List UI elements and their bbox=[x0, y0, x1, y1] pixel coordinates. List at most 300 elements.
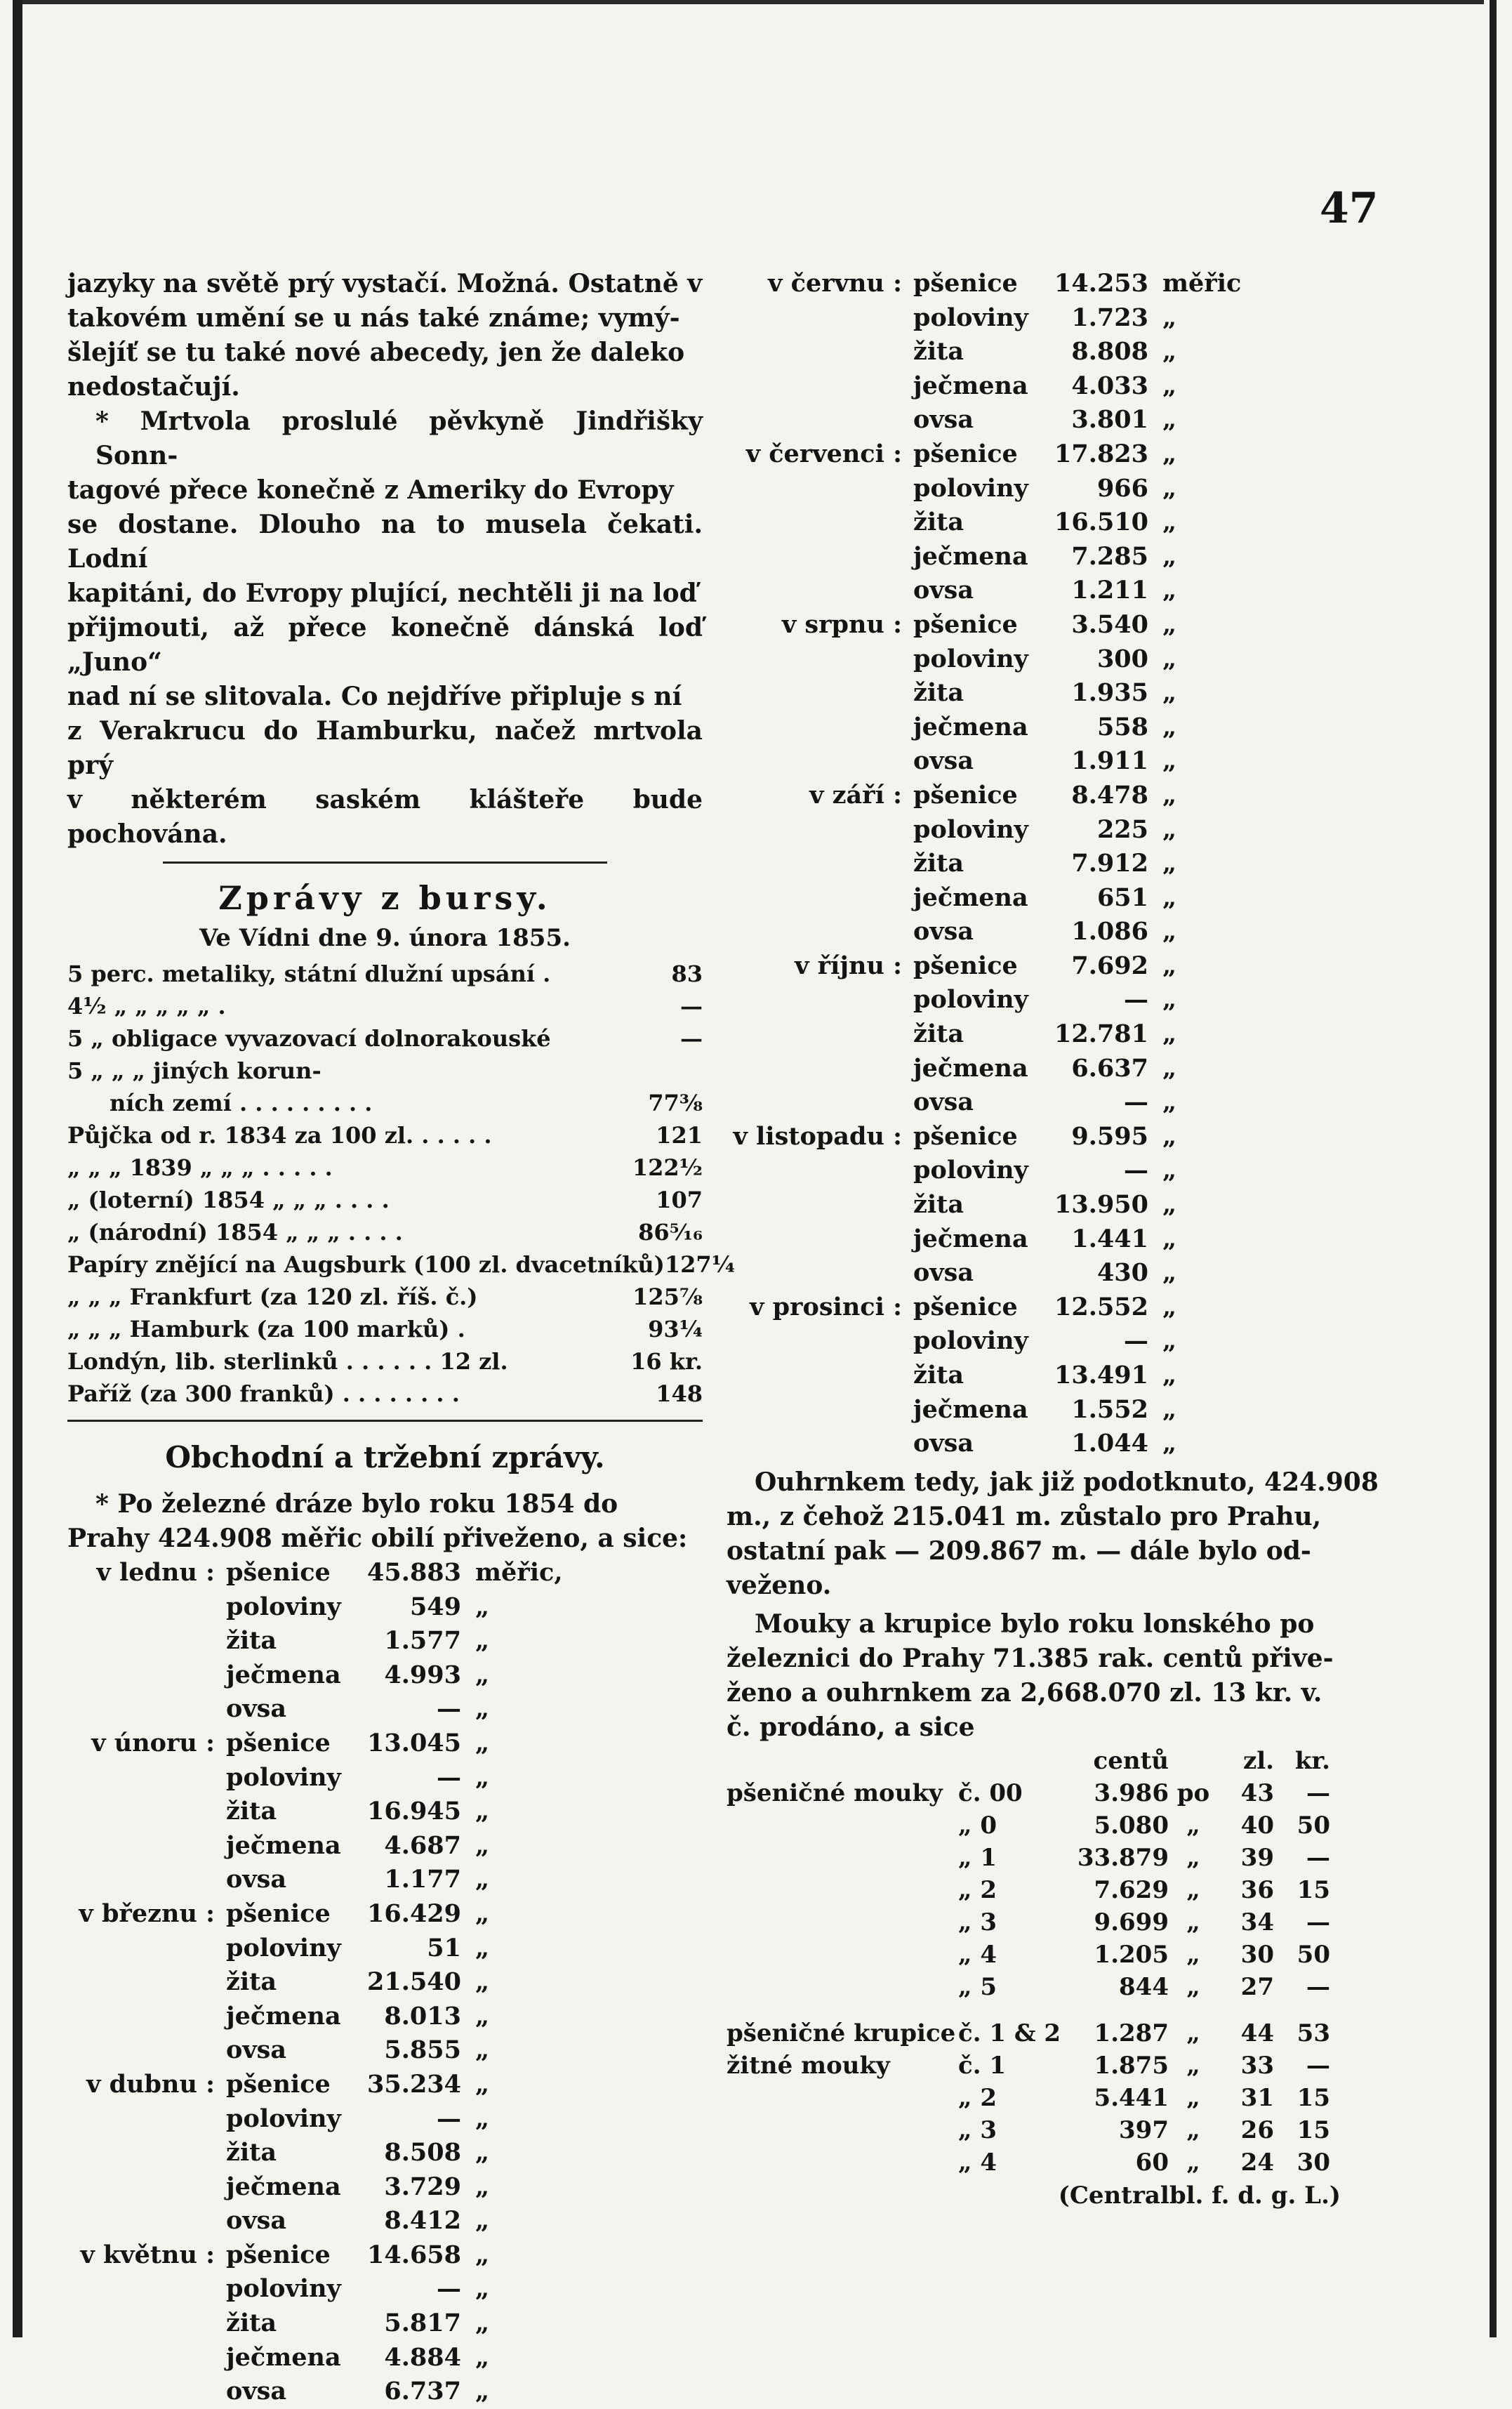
flour-grade: „ 0 bbox=[958, 1811, 997, 1840]
grain-table-jun-dec bbox=[727, 267, 1383, 1461]
grain-row bbox=[67, 2068, 703, 2102]
bourse-label: „ „ „ Frankfurt (za 120 zl. říš. č.) bbox=[67, 1283, 478, 1310]
flour-centu: 1.875 bbox=[1094, 2051, 1169, 2080]
flour-name bbox=[727, 2082, 958, 2114]
month-label bbox=[727, 1393, 913, 1427]
bourse-label: 5 perc. metaliky, státní dlužní upsání . bbox=[67, 961, 551, 987]
month-label bbox=[727, 1052, 913, 1086]
month-label bbox=[727, 1427, 913, 1461]
unit-label: „ bbox=[475, 2240, 490, 2269]
grain-row bbox=[727, 881, 1383, 916]
flour-centu: 9.699 bbox=[1094, 1908, 1169, 1936]
grain-row bbox=[67, 1897, 703, 1932]
grain-row bbox=[727, 574, 1383, 608]
unit-label: „ bbox=[475, 1728, 490, 1757]
flour-kr: 15 bbox=[1297, 2083, 1330, 2112]
bourse-row bbox=[67, 990, 703, 1022]
grain-value: 35.234 bbox=[367, 2069, 461, 2099]
grain-value: — bbox=[437, 2274, 461, 2304]
flour-po: „ bbox=[1186, 1843, 1200, 1872]
grain-row bbox=[727, 983, 1383, 1017]
flour-grade: č. 1 bbox=[958, 2051, 1007, 2080]
bourse-value: — bbox=[680, 993, 703, 1019]
flour-po: „ bbox=[1186, 1875, 1200, 1904]
flour-row bbox=[727, 2050, 1383, 2082]
grain-value: 1.441 bbox=[1071, 1224, 1148, 1253]
grain-row bbox=[67, 2000, 703, 2034]
grain-label: žita bbox=[226, 2309, 277, 2338]
flour-name bbox=[727, 1874, 958, 1906]
flour-kr: — bbox=[1306, 1908, 1330, 1936]
grain-value: 21.540 bbox=[367, 1967, 461, 1997]
month-label bbox=[67, 2272, 226, 2306]
grain-value: 1.552 bbox=[1071, 1394, 1148, 1424]
bourse-row bbox=[67, 1248, 735, 1281]
grain-label: ovsa bbox=[913, 1429, 974, 1458]
month-label bbox=[67, 1863, 226, 1897]
month-label bbox=[67, 1590, 226, 1625]
grain-row bbox=[67, 2204, 703, 2238]
bourse-heading: Zprávy z bursy. bbox=[218, 879, 552, 917]
grain-table-jan-may bbox=[67, 1556, 703, 2409]
unit-label: „ bbox=[475, 2309, 490, 2338]
source-citation: (Centralbl. f. d. g. L.) bbox=[1058, 2181, 1341, 2210]
grain-row bbox=[727, 506, 1383, 540]
month-label: v září : bbox=[809, 780, 902, 810]
grain-row bbox=[727, 335, 1383, 369]
grain-label: ovsa bbox=[226, 2206, 287, 2236]
grain-value: 7.692 bbox=[1071, 951, 1148, 980]
flour-centu: 7.629 bbox=[1094, 1875, 1169, 1904]
month-label bbox=[67, 2000, 226, 2034]
grain-label: pšenice bbox=[913, 1121, 1018, 1151]
bourse-row bbox=[67, 1055, 703, 1087]
grain-row bbox=[727, 1120, 1383, 1154]
month-label bbox=[67, 1932, 226, 1966]
month-label: v listopadu : bbox=[733, 1121, 902, 1151]
unit-label: „ bbox=[1162, 746, 1177, 776]
flour-name bbox=[727, 1906, 958, 1939]
flour-name bbox=[727, 1971, 958, 2003]
grain-label: ovsa bbox=[913, 405, 974, 435]
month-label bbox=[727, 1085, 913, 1120]
grain-value: 3.729 bbox=[384, 2172, 461, 2201]
month-label bbox=[67, 2375, 226, 2409]
bourse-label: „ (národní) 1854 „ „ „ . . . . bbox=[67, 1219, 403, 1246]
flour-row bbox=[727, 2082, 1383, 2114]
grain-value: 8.808 bbox=[1071, 337, 1148, 367]
flour-zl: 44 bbox=[1240, 2019, 1274, 2047]
unit-label: „ bbox=[475, 1762, 490, 1792]
month-label bbox=[67, 1795, 226, 1829]
flour-zl: 27 bbox=[1240, 1972, 1274, 2001]
month-label bbox=[727, 403, 913, 437]
grain-value: 5.817 bbox=[384, 2309, 461, 2338]
month-label: v prosinci : bbox=[750, 1292, 902, 1321]
month-label bbox=[727, 574, 913, 608]
flour-zl: 24 bbox=[1240, 2148, 1274, 2177]
unit-label: „ bbox=[475, 1694, 490, 1724]
grain-label: žita bbox=[913, 849, 964, 878]
grain-value: 1.086 bbox=[1071, 917, 1148, 946]
bourse-label: „ „ „ Hamburk (za 100 marků) . bbox=[67, 1316, 465, 1342]
flour-centu: 5.441 bbox=[1094, 2083, 1169, 2112]
header-kr: kr. bbox=[1294, 1746, 1330, 1775]
grain-row bbox=[727, 540, 1383, 574]
unit-label: „ bbox=[475, 2069, 490, 2099]
flour-zl: 33 bbox=[1240, 2051, 1274, 2080]
intro-paragraph bbox=[67, 267, 703, 404]
grain-label: pšenice bbox=[913, 439, 1018, 468]
grain-label: ječmena bbox=[913, 541, 1028, 571]
bourse-value: 122½ bbox=[632, 1154, 703, 1181]
grain-row bbox=[727, 369, 1383, 404]
grain-value: 1.577 bbox=[384, 1626, 461, 1656]
month-label bbox=[727, 1359, 913, 1393]
flour-row bbox=[727, 1939, 1383, 1971]
flour-row bbox=[727, 2017, 1383, 2050]
month-label: v březnu : bbox=[79, 1899, 215, 1928]
flour-kr: — bbox=[1306, 1843, 1330, 1872]
grain-label: ovsa bbox=[226, 1694, 287, 1724]
flour-name bbox=[727, 2146, 958, 2179]
flour-row bbox=[727, 1874, 1383, 1906]
grain-label: poloviny bbox=[226, 1933, 341, 1962]
grain-label: poloviny bbox=[913, 473, 1028, 503]
grain-row bbox=[67, 2375, 703, 2409]
text-line: Mouky a krupice bylo roku lonského po bbox=[755, 1609, 1315, 1639]
bourse-label: Papíry znějící na Augsburk (100 zl. dvacetníků) bbox=[67, 1251, 665, 1278]
flour-name: žitné mouky bbox=[727, 2051, 890, 2080]
unit-label: „ bbox=[1162, 609, 1177, 639]
unit-label: „ bbox=[1162, 678, 1177, 708]
month-label bbox=[727, 983, 913, 1017]
grain-value: 4.687 bbox=[384, 1830, 461, 1860]
grain-label: poloviny bbox=[226, 2274, 341, 2304]
grain-row bbox=[727, 949, 1383, 984]
month-label bbox=[67, 1658, 226, 1693]
unit-label: „ bbox=[1162, 1053, 1177, 1083]
month-label bbox=[727, 540, 913, 574]
flour-kr: 15 bbox=[1297, 2116, 1330, 2144]
grain-value: 3.540 bbox=[1071, 609, 1148, 639]
grain-row bbox=[727, 813, 1383, 847]
unit-label: „ bbox=[475, 1660, 490, 1689]
grain-row bbox=[727, 1359, 1383, 1393]
flour-row bbox=[727, 2146, 1383, 2179]
grain-value: 8.478 bbox=[1071, 780, 1148, 810]
section-divider bbox=[67, 1420, 703, 1422]
grain-row bbox=[727, 267, 1383, 301]
flour-grade: „ 3 bbox=[958, 2116, 997, 2144]
grain-row bbox=[67, 1590, 703, 1625]
flour-row bbox=[727, 1809, 1383, 1842]
text-line: jazyky na světě prý vystačí. Možná. Ostatně v bbox=[67, 269, 703, 298]
grain-label: pšenice bbox=[913, 1292, 1018, 1321]
unit-label: „ bbox=[1162, 1121, 1177, 1151]
flour-name bbox=[727, 1939, 958, 1971]
text-line: přijmouti, až přece konečně dánská loď „Juno“ bbox=[67, 613, 703, 677]
grain-label: pšenice bbox=[913, 780, 1018, 810]
bourse-value: 125⅞ bbox=[632, 1283, 703, 1310]
month-label: v dubnu : bbox=[86, 2069, 215, 2099]
grain-label: poloviny bbox=[913, 985, 1028, 1015]
grain-label: pšenice bbox=[913, 951, 1018, 980]
grain-value: 17.823 bbox=[1054, 439, 1148, 468]
month-label bbox=[727, 301, 913, 336]
unit-label: „ bbox=[1162, 508, 1177, 537]
month-label bbox=[67, 2306, 226, 2341]
grain-row bbox=[67, 2272, 703, 2306]
flour-zl: 39 bbox=[1240, 1843, 1274, 1872]
grain-label: žita bbox=[226, 2138, 277, 2167]
month-label bbox=[727, 1256, 913, 1291]
flour-po: „ bbox=[1186, 2083, 1200, 2112]
flour-centu: 5.080 bbox=[1094, 1811, 1169, 1840]
flour-kr: — bbox=[1306, 2051, 1330, 2080]
bourse-row bbox=[67, 1378, 703, 1410]
grain-value: 12.552 bbox=[1054, 1292, 1148, 1321]
unit-label: „ bbox=[475, 1865, 490, 1894]
unit-label: „ bbox=[475, 2035, 490, 2065]
flour-centu: 1.287 bbox=[1094, 2019, 1169, 2047]
grain-value: 6.737 bbox=[384, 2377, 461, 2406]
flour-row bbox=[727, 1777, 1383, 1809]
flour-centu: 3.986 bbox=[1094, 1778, 1169, 1807]
bourse-row bbox=[67, 1281, 703, 1313]
month-label bbox=[727, 506, 913, 540]
grain-label: žita bbox=[913, 678, 964, 708]
text-line: tagové přece konečně z Ameriky do Evropy bbox=[67, 475, 674, 505]
unit-label: „ bbox=[1162, 951, 1177, 980]
flour-po: „ bbox=[1186, 2051, 1200, 2080]
flour-kr: — bbox=[1306, 1972, 1330, 2001]
grain-row bbox=[67, 2170, 703, 2205]
grain-value: 9.595 bbox=[1071, 1121, 1148, 1151]
grain-label: ječmena bbox=[913, 371, 1028, 400]
unit-label: „ bbox=[1162, 1088, 1177, 1117]
month-label bbox=[727, 472, 913, 506]
grain-value: 3.801 bbox=[1071, 405, 1148, 435]
grain-label: ječmena bbox=[913, 712, 1028, 741]
grain-row bbox=[727, 1188, 1383, 1222]
flour-kr: 30 bbox=[1297, 2148, 1330, 2177]
unit-label: „ bbox=[1162, 1361, 1177, 1390]
grain-label: poloviny bbox=[226, 1592, 341, 1621]
grain-row bbox=[67, 1761, 703, 1795]
unit-label: „ bbox=[475, 2377, 490, 2406]
flour-name bbox=[727, 1809, 958, 1842]
grain-value: 13.950 bbox=[1054, 1190, 1148, 1220]
grain-row bbox=[67, 1727, 703, 1761]
grain-row bbox=[67, 1965, 703, 2000]
page-left-edge bbox=[13, 0, 22, 2337]
bourse-row bbox=[67, 1184, 703, 1216]
grain-label: žita bbox=[226, 1797, 277, 1826]
month-label bbox=[727, 1324, 913, 1359]
grain-row bbox=[727, 676, 1383, 711]
month-label bbox=[67, 2341, 226, 2375]
flour-grade: „ 3 bbox=[958, 1908, 997, 1936]
month-label bbox=[727, 642, 913, 677]
flour-header-row bbox=[727, 1745, 1383, 1777]
bourse-label: Půjčka od r. 1834 za 100 zl. . . . . . bbox=[67, 1122, 492, 1149]
grain-value: 1.044 bbox=[1071, 1429, 1148, 1458]
bourse-value: 93¼ bbox=[648, 1316, 703, 1342]
grain-value: 13.045 bbox=[367, 1728, 461, 1757]
month-label bbox=[727, 881, 913, 916]
grain-label: poloviny bbox=[913, 1326, 1028, 1356]
trade-heading: Obchodní a tržební zprávy. bbox=[165, 1440, 605, 1474]
grain-value: 1.911 bbox=[1071, 746, 1148, 776]
flour-row bbox=[727, 1971, 1383, 2003]
grain-value: 225 bbox=[1096, 814, 1148, 844]
month-label bbox=[727, 1154, 913, 1188]
text-line: č. prodáno, a sice bbox=[727, 1712, 975, 1742]
grain-label: poloviny bbox=[226, 2104, 341, 2133]
grain-value: 14.253 bbox=[1054, 269, 1148, 298]
unit-label: „ bbox=[475, 1797, 490, 1826]
bourse-label: 4½ „ „ „ „ „ . bbox=[67, 993, 226, 1019]
flour-po: „ bbox=[1186, 2116, 1200, 2144]
grain-label: ovsa bbox=[913, 746, 974, 776]
grain-label: pšenice bbox=[913, 609, 1018, 639]
month-label bbox=[727, 847, 913, 881]
grain-row bbox=[727, 1154, 1383, 1188]
unit-label: „ bbox=[475, 2172, 490, 2201]
bourse-label: 5 „ obligace vyvazovací dolnorakouské bbox=[67, 1025, 551, 1052]
grain-row bbox=[727, 301, 1383, 336]
flour-zl: 36 bbox=[1240, 1875, 1274, 1904]
grain-value: 12.781 bbox=[1054, 1019, 1148, 1049]
trade-intro bbox=[67, 1487, 703, 1556]
month-label bbox=[67, 1965, 226, 2000]
month-label bbox=[727, 744, 913, 779]
flour-name bbox=[727, 2114, 958, 2146]
text-line: veženo. bbox=[727, 1570, 832, 1600]
unit-label: „ bbox=[1162, 1190, 1177, 1220]
grain-label: žita bbox=[913, 1361, 964, 1390]
month-label bbox=[67, 1829, 226, 1863]
month-label: v srpnu : bbox=[781, 609, 902, 639]
grain-label: ječmena bbox=[913, 883, 1028, 912]
text-line: Ouhrnkem tedy, jak již podotknuto, 424.908 bbox=[755, 1467, 1379, 1497]
unit-label: „ bbox=[475, 1967, 490, 1997]
grain-row bbox=[67, 2033, 703, 2068]
flour-po: po bbox=[1176, 1778, 1210, 1807]
flour-kr: 53 bbox=[1297, 2019, 1330, 2047]
grain-label: žita bbox=[226, 1626, 277, 1656]
flour-row bbox=[727, 1906, 1383, 1939]
month-label bbox=[727, 369, 913, 404]
grain-value: — bbox=[437, 1762, 461, 1792]
grain-label: pšenice bbox=[226, 1558, 331, 1587]
grain-value: 4.884 bbox=[384, 2342, 461, 2372]
flour-zl: 40 bbox=[1240, 1811, 1274, 1840]
month-label: v červenci : bbox=[745, 439, 902, 468]
bourse-row bbox=[67, 1151, 703, 1184]
bourse-row bbox=[67, 1216, 703, 1248]
grain-label: poloviny bbox=[913, 644, 1028, 673]
flour-grade: č. 1 & 2 bbox=[958, 2019, 1061, 2047]
month-label bbox=[67, 2170, 226, 2205]
grain-value: 1.211 bbox=[1071, 576, 1148, 605]
unit-label: „ bbox=[1162, 541, 1177, 571]
grain-value: 1.177 bbox=[384, 1865, 461, 1894]
flour-zl: 43 bbox=[1240, 1778, 1274, 1807]
unit-label: „ bbox=[1162, 1394, 1177, 1424]
flour-po: „ bbox=[1186, 2019, 1200, 2047]
grain-label: poloviny bbox=[913, 1156, 1028, 1185]
unit-label: „ bbox=[475, 2274, 490, 2304]
grain-row bbox=[67, 2341, 703, 2375]
flour-po: „ bbox=[1186, 1811, 1200, 1840]
unit-label: „ bbox=[475, 2342, 490, 2372]
grain-value: 1.723 bbox=[1071, 303, 1148, 332]
unit-label: „ bbox=[1162, 1156, 1177, 1185]
grain-label: žita bbox=[913, 337, 964, 367]
text-line: ženo a ouhrnkem za 2,668.070 zl. 13 kr. v. bbox=[727, 1677, 1322, 1708]
unit-label: „ bbox=[475, 1933, 490, 1962]
flour-name: pšeničné mouky bbox=[727, 1778, 943, 1807]
unit-label: „ bbox=[1162, 917, 1177, 946]
flour-grade: „ 4 bbox=[958, 2148, 997, 2177]
month-label bbox=[727, 1188, 913, 1222]
flour-zl: 26 bbox=[1240, 2116, 1274, 2144]
grain-value: 4.033 bbox=[1071, 371, 1148, 400]
text-line: šlejíť se tu také nové abecedy, jen že daleko bbox=[67, 338, 685, 367]
grain-row bbox=[67, 2306, 703, 2341]
grain-row bbox=[67, 1863, 703, 1897]
flour-po: „ bbox=[1186, 2148, 1200, 2177]
grain-label: ječmena bbox=[913, 1224, 1028, 1253]
grain-value: — bbox=[1124, 985, 1148, 1015]
grain-row bbox=[67, 2102, 703, 2137]
bourse-table bbox=[67, 958, 735, 1410]
month-label: v květnu : bbox=[80, 2240, 215, 2269]
unit-label: „ bbox=[1162, 371, 1177, 400]
unit-label: „ bbox=[1162, 1224, 1177, 1253]
unit-label: „ bbox=[475, 1830, 490, 1860]
flour-grade: „ 2 bbox=[958, 1875, 997, 1904]
grain-value: 8.412 bbox=[384, 2206, 461, 2236]
bourse-row bbox=[67, 1022, 703, 1055]
unit-label: „ bbox=[1162, 849, 1177, 878]
grain-value: 51 bbox=[427, 1933, 461, 1962]
month-label bbox=[67, 1761, 226, 1795]
text-line: z Verakrucu do Hamburku, načež mrtvola prý bbox=[67, 716, 703, 780]
grain-row bbox=[67, 1556, 703, 1590]
grain-label: pšenice bbox=[226, 2069, 331, 2099]
flour-grade: č. 00 bbox=[958, 1778, 1023, 1807]
bourse-label: „ „ „ 1839 „ „ „ . . . . . bbox=[67, 1154, 333, 1181]
flour-grade: „ 4 bbox=[958, 1940, 997, 1969]
flour-po: „ bbox=[1186, 1908, 1200, 1936]
unit-label: „ bbox=[1162, 883, 1177, 912]
grain-label: ovsa bbox=[913, 917, 974, 946]
bourse-row bbox=[67, 1119, 703, 1151]
bourse-value: 121 bbox=[656, 1122, 703, 1149]
grain-value: 16.945 bbox=[367, 1797, 461, 1826]
flour-table bbox=[727, 1745, 1383, 2179]
text-line: železnici do Prahy 71.385 rak. centů přive- bbox=[727, 1643, 1334, 1673]
grain-value: 651 bbox=[1096, 883, 1148, 912]
bourse-label: Londýn, lib. sterlinků . . . . . . 12 zl. bbox=[67, 1348, 508, 1375]
grain-row bbox=[727, 847, 1383, 881]
grain-row bbox=[67, 2238, 703, 2273]
unit-label: „ bbox=[1162, 576, 1177, 605]
month-label: v lednu : bbox=[96, 1558, 215, 1587]
